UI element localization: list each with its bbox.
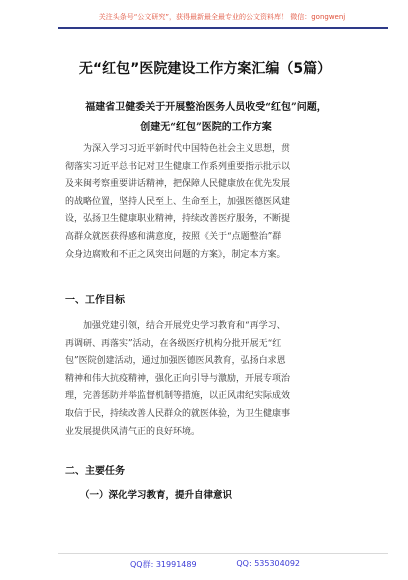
section-heading-tasks: 二、主要任务 <box>65 466 125 477</box>
subtitle-line: 福建省卫健委关于开展整治医务人员收受“红包”问题， <box>85 102 327 113</box>
document-title: 无“红包”医院建设工作方案汇编（5篇） <box>78 61 332 77</box>
paragraph-line: 加强党建引领，结合开展党史学习教育和“再学习、 <box>83 321 286 331</box>
paragraph-line: 彻落实习近平总书记对卫生健康工作系列重要指示批示以 <box>65 161 291 172</box>
paragraph-line: 众身边腐败和不正之风突出问题的方案》，制定本方案。 <box>65 249 286 260</box>
header-banner: 关注头条号“公文研究”，获得最新最全最专业的公文资料库！ 微信：gongwenj <box>98 13 346 21</box>
paragraph-line: 理，完善惩防并举监督机制等措施，以正风肃纪实际成效 <box>65 391 291 402</box>
paragraph-line: 包”医院创建活动，通过加强医德医风教育，弘扬白求恩 <box>65 356 286 367</box>
paragraph-line: 的战略位置，坚持人民至上、生命至上，加强医德医风建 <box>65 196 291 207</box>
paragraph-line: 为深入学习习近平新时代中国特色社会主义思想，贯 <box>83 144 291 154</box>
paragraph-line: 精神和伟大抗疫精神，强化正向引导与激励，开展专项治 <box>65 373 291 384</box>
document-subtitle <box>56 98 356 138</box>
paragraph-line: 设，弘扬卫生健康职业精神，持续改善医疗服务，不断提 <box>65 214 291 225</box>
footer <box>130 559 300 570</box>
paragraph-line: 业发展提供风清气正的良好环境。 <box>65 426 201 437</box>
footer-qq-group: QQ群: 31991489 <box>130 560 197 569</box>
paragraph-line: 取信于民，持续改善人民群众的就医体验，为卫生健康事 <box>65 408 291 419</box>
paragraph-line: 高群众就医获得感和满意度，按照《关于“点题整治”群 <box>65 231 282 242</box>
subsection-heading: （一）深化学习教育，提升自律意识 <box>80 490 233 501</box>
footer-rule <box>58 553 388 554</box>
goals-paragraph <box>65 318 345 441</box>
intro-paragraph <box>65 141 345 264</box>
header-rule <box>58 27 388 29</box>
footer-qq: QQ: 535304092 <box>236 559 300 568</box>
section-heading-goals: 一、工作目标 <box>65 295 125 306</box>
paragraph-line: 及来闽考察重要讲话精神，把保障人民健康放在优先发展 <box>65 179 291 190</box>
subtitle-line: 创建无“红包”医院的工作方案 <box>140 122 272 133</box>
paragraph-line: 再调研、再落实”活动，在各级医疗机构分批开展无“红 <box>65 338 282 349</box>
